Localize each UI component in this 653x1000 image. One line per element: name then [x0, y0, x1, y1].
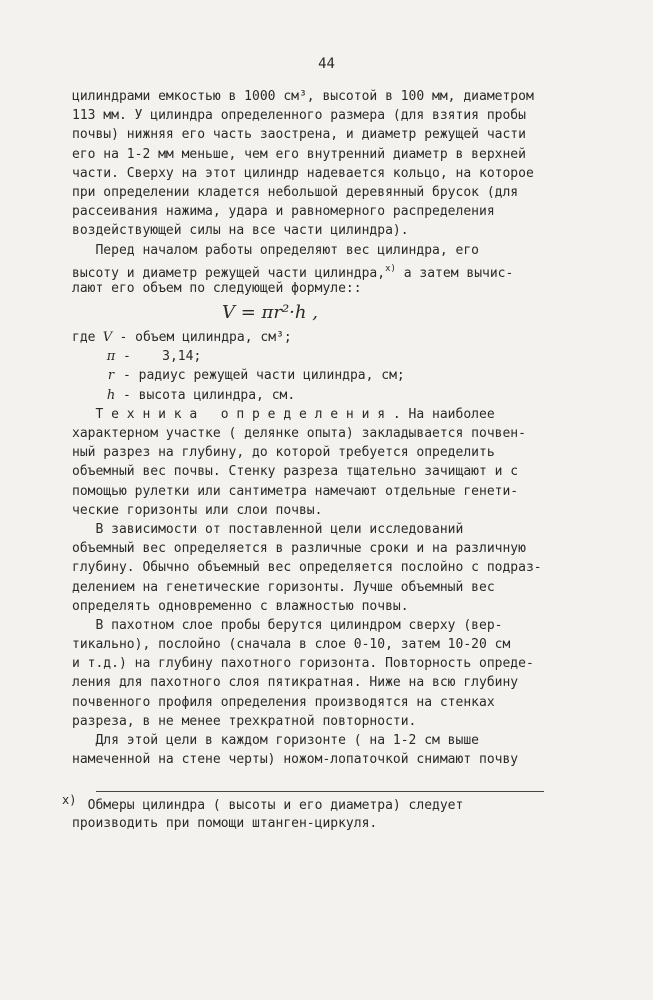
footnote-reference: x) [385, 263, 396, 274]
text-line: характерном участке ( делянке опыта) закладывается почвен- [72, 426, 526, 441]
legend-row [72, 386, 572, 405]
text-line: рассеивания нажима, удара и равномерного распределения [72, 204, 495, 220]
text-line: ления для пахотного слоя пятикратная. Ниже на всю глубину [72, 675, 519, 691]
text-line: тикально), послойно (сначала в слое 0-10, затем 10-20 см [72, 637, 511, 653]
text-line: разреза, в не менее трехкратной повторности. [72, 713, 417, 729]
text-line: ческие горизонты или слои почвы. [72, 502, 323, 518]
footnote [72, 797, 552, 833]
text-line: объемный вес определяется в различные сроки и на различную [72, 541, 526, 557]
page-number: 44 [318, 56, 335, 72]
text-line: глубину. Обычно объемный вес определяется послойно с подраз- [72, 560, 542, 576]
legend-text: - высота цилиндра, см. [123, 387, 296, 403]
text-line: объемный вес почвы. Стенку разреза тщательно зачищают и с [72, 464, 519, 480]
text-line: Перед началом работы определяют вес цилиндра, его [72, 242, 479, 258]
text-line: почвенного профиля определения производятся на стенках [72, 694, 495, 710]
text-line: 113 мм. У цилиндра определенного размера (для взятия пробы [72, 108, 526, 124]
legend-row [72, 347, 572, 366]
legend-symbol: h [106, 387, 116, 403]
text-line: части. Сверху на этот цилиндр надевается кольцо, на которое [72, 165, 534, 181]
text-line: Для этой цели в каждом горизонте ( на 1-2 см выше [72, 733, 479, 748]
main-text [72, 87, 572, 769]
text-line: при определении кладется небольшой деревянный брусок (для [72, 184, 519, 200]
legend-text: - 3,14; [123, 349, 202, 365]
text-line: почвы) нижняя его часть заострена, и диаметр режущей части [72, 127, 526, 143]
text-line: лают его объем по следующей формуле:: [72, 280, 362, 296]
text-line: определять одновременно с влажностью почвы. [72, 598, 409, 614]
legend-text: - радиус режущей части цилиндра, см; [123, 368, 405, 384]
text-line: В зависимости от поставленной цели исследований [72, 521, 464, 537]
footnote-divider [96, 791, 544, 792]
text-fragment: высоту и диаметр режущей части цилиндра, [72, 265, 386, 281]
legend-where: где [72, 330, 96, 346]
text-line: ный разрез на глубину, до которой требуется определить [72, 445, 495, 461]
text-fragment: а затем вычис- [395, 265, 514, 281]
footnote-line: производить при помощи штанген-циркуля. [72, 816, 378, 831]
legend-symbol: V [102, 330, 113, 346]
legend-symbol: π [106, 349, 116, 365]
text-line: цилиндрами емкостью в 1000 см³, высотой в 100 мм, диаметром [72, 89, 534, 104]
text-line: и т.д.) на глубину пахотного горизонта. Повторность опреде- [72, 656, 534, 672]
text-line: Т е х н и к а о п р е д е л е н и я . На наиболее [72, 406, 495, 422]
footnote-line: Обмеры цилиндра ( высоты и его диаметра) следует [72, 798, 464, 813]
legend-row [72, 366, 572, 385]
volume-formula: V = πr²·h , [222, 302, 318, 324]
legend-row [72, 328, 572, 347]
footnote-marker: x) [62, 793, 77, 807]
text-line: помощью рулетки или сантиметра намечают отдельные генети- [72, 483, 519, 499]
text-line [72, 260, 572, 279]
text-line: В пахотном слое пробы берутся цилиндром сверху (вер- [72, 617, 503, 633]
text-line: воздействующей силы на все части цилиндра). [72, 223, 409, 239]
text-line: намеченной на стене черты) ножом-лопаточкой снимают почву [72, 752, 519, 768]
text-line: делением на генетические горизонты. Лучше объемный вес [72, 579, 495, 595]
legend-text: - объем цилиндра, см³; [119, 330, 292, 346]
legend-symbol: r [107, 368, 115, 384]
text-line: его на 1-2 мм меньше, чем его внутренний диаметр в верхней [72, 146, 526, 162]
